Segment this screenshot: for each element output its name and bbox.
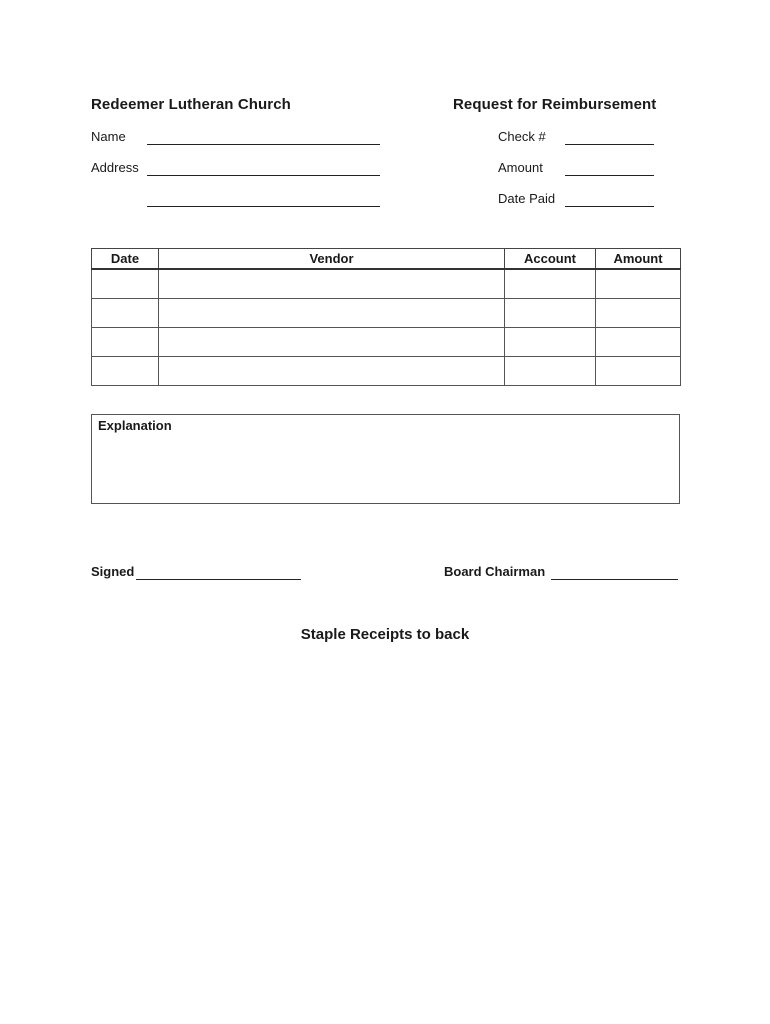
address-field-line1[interactable] — [147, 175, 380, 176]
account-cell[interactable] — [505, 328, 596, 357]
date-cell[interactable] — [92, 357, 159, 386]
account-cell[interactable] — [505, 357, 596, 386]
date-paid-label: Date Paid — [498, 191, 556, 206]
table-row — [92, 299, 681, 328]
date-cell[interactable] — [92, 328, 159, 357]
check-number-label: Check # — [498, 129, 546, 144]
column-header-amount: Amount — [596, 249, 681, 270]
account-cell[interactable] — [505, 269, 596, 299]
amount-field[interactable] — [565, 175, 654, 176]
staple-receipts-note: Staple Receipts to back — [300, 626, 470, 643]
table-header-row — [92, 249, 681, 270]
name-label: Name — [91, 129, 126, 144]
org-name: Redeemer Lutheran Church — [91, 96, 291, 113]
date-paid-field[interactable] — [565, 206, 654, 207]
address-label: Address — [91, 160, 139, 175]
explanation-box[interactable] — [91, 414, 680, 504]
column-header-date: Date — [92, 249, 159, 270]
amount-cell[interactable] — [596, 269, 681, 299]
form-title: Request for Reimbursement — [453, 96, 657, 113]
expense-table — [91, 248, 681, 386]
address-field-line2[interactable] — [147, 206, 380, 207]
vendor-cell[interactable] — [159, 328, 505, 357]
column-header-vendor: Vendor — [159, 249, 505, 270]
name-field[interactable] — [147, 144, 380, 145]
column-header-account: Account — [505, 249, 596, 270]
date-cell[interactable] — [92, 269, 159, 299]
explanation-label: Explanation — [98, 418, 172, 433]
signed-label: Signed — [91, 564, 135, 579]
table-row — [92, 328, 681, 357]
board-chairman-label: Board Chairman — [444, 564, 546, 579]
account-cell[interactable] — [505, 299, 596, 328]
vendor-cell[interactable] — [159, 357, 505, 386]
amount-cell[interactable] — [596, 299, 681, 328]
amount-cell[interactable] — [596, 357, 681, 386]
signed-field[interactable] — [136, 579, 301, 580]
board-chairman-field[interactable] — [551, 579, 678, 580]
table-row — [92, 269, 681, 299]
vendor-cell[interactable] — [159, 299, 505, 328]
amount-cell[interactable] — [596, 328, 681, 357]
date-cell[interactable] — [92, 299, 159, 328]
vendor-cell[interactable] — [159, 269, 505, 299]
table-row — [92, 357, 681, 386]
amount-label: Amount — [498, 160, 543, 175]
check-number-field[interactable] — [565, 144, 654, 145]
